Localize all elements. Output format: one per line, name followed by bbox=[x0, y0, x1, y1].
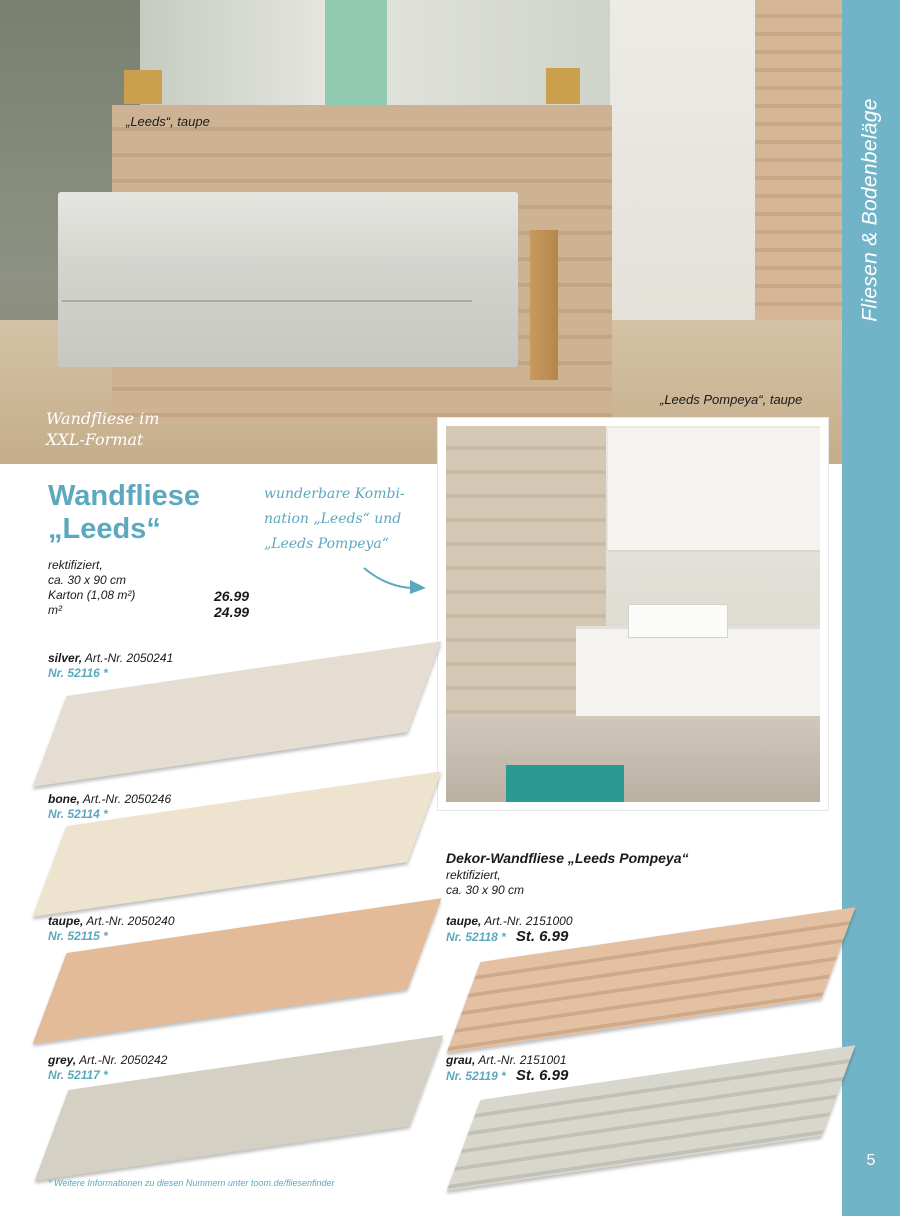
price-carton: 26.99 bbox=[214, 588, 250, 604]
washbasin-cabinet bbox=[58, 192, 518, 367]
combination-note: wunderbare Kombi- nation „Leeds“ und „Leeds Pompeya“ bbox=[264, 486, 405, 552]
variant-bone: bone, Art.-Nr. 2050246 Nr. 52114 * bbox=[48, 792, 172, 821]
page-number: 5 bbox=[866, 1152, 876, 1169]
variant-taupe: taupe, Art.-Nr. 2050240 Nr. 52115 * bbox=[48, 914, 175, 943]
product-headline: Wandfliese „Leeds“ bbox=[48, 480, 201, 545]
arrow-icon bbox=[360, 560, 432, 596]
section-title: Fliesen & Bodenbeläge bbox=[859, 98, 882, 322]
variant-silver: silver, Art.-Nr. 2050241 Nr. 52116 * bbox=[48, 651, 174, 680]
pompeya-title: Dekor-Wandfliese „Leeds Pompeya“ bbox=[446, 850, 689, 866]
pompeya-variant-grau: grau, Art.-Nr. 2151001 Nr. 52119 * St. 6.99 bbox=[446, 1053, 569, 1084]
price-per-m2: 24.99 bbox=[214, 604, 250, 620]
pompeya-specs: rektifiziert, ca. 30 x 90 cm bbox=[446, 868, 525, 897]
variant-grey: grey, Art.-Nr. 2050242 Nr. 52117 * bbox=[48, 1053, 168, 1082]
bath-mat bbox=[506, 765, 624, 802]
photo-label-pompeya: „Leeds Pompeya“, taupe bbox=[660, 392, 803, 407]
photo-script-caption: Wandfliese im XXL-Format bbox=[46, 409, 160, 449]
footnote: * Weitere Informationen zu diesen Nummern unter toom.de/fliesenfinder bbox=[48, 1178, 335, 1188]
product-specs: rektifiziert, ca. 30 x 90 cm Karton (1,08 m²) m² bbox=[48, 558, 136, 617]
photo-label-leeds: „Leeds“, taupe bbox=[126, 114, 210, 129]
pompeya-variant-taupe: taupe, Art.-Nr. 2151000 Nr. 52118 * St. 6.99 bbox=[446, 914, 573, 945]
price-piece: St. 6.99 bbox=[515, 928, 569, 945]
price-piece: St. 6.99 bbox=[515, 1067, 569, 1084]
